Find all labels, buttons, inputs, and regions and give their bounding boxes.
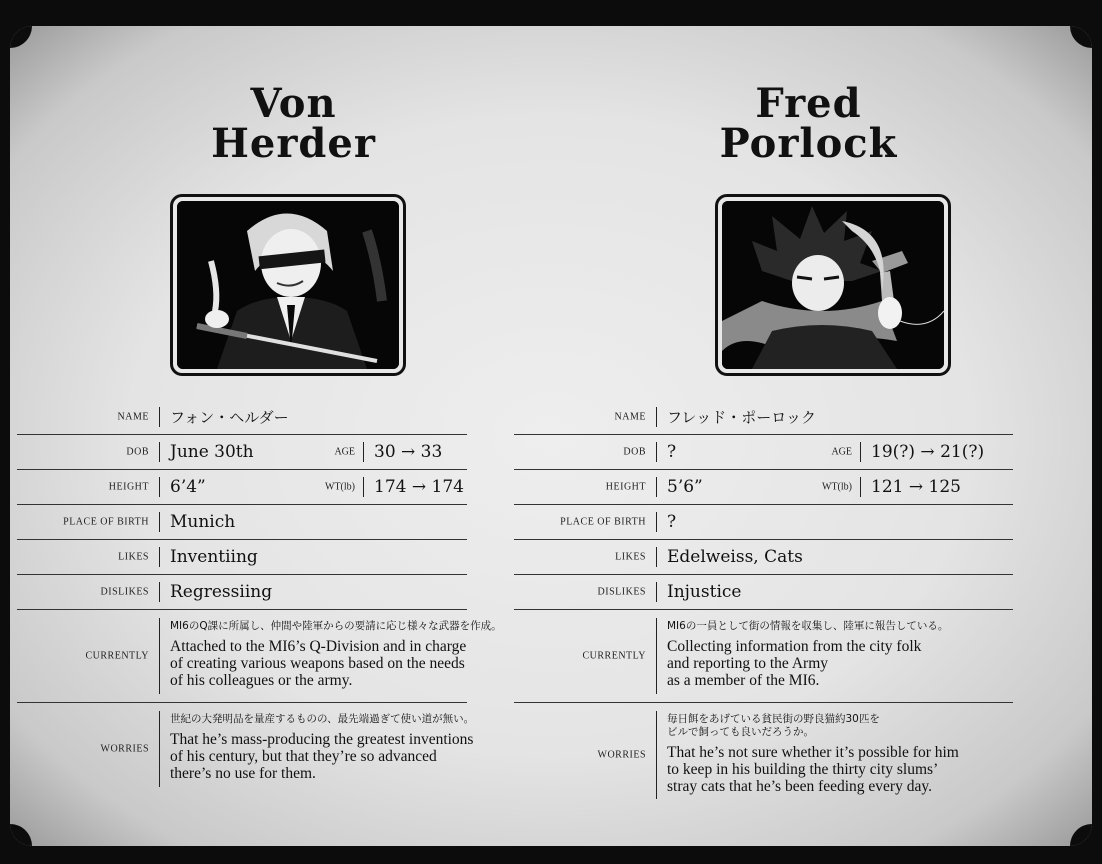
portrait-illustration	[177, 201, 399, 369]
row-divider	[363, 477, 364, 497]
title-line-2: Herder	[211, 120, 376, 167]
dislikes-value: Regressiing	[170, 582, 273, 602]
row-divider	[159, 407, 160, 427]
row-dislikes	[17, 575, 467, 610]
row-divider	[860, 442, 861, 462]
dislikes-label: DISLIKES	[100, 586, 149, 598]
worries-japanese-line: 世紀の大発明品を量産するものの、最先端過ぎて使い道が無い。	[170, 713, 475, 725]
character-name-heading	[538, 80, 1079, 167]
worries-english-line: of his century, but that they’re so advanced	[170, 748, 437, 765]
currently-label: CURRENTLY	[582, 650, 646, 662]
row-height-weight	[17, 470, 467, 505]
title-line-1: Fred	[755, 80, 862, 127]
row-divider	[656, 582, 657, 602]
row-worries	[514, 703, 1013, 807]
row-divider	[656, 512, 657, 532]
dob-label: DOB	[623, 446, 646, 458]
row-name	[514, 400, 1013, 435]
currently-english-line: of his colleagues or the army.	[170, 672, 353, 689]
dob-label: DOB	[126, 446, 149, 458]
dob-value: June 30th	[170, 442, 254, 462]
title-line-2: Porlock	[719, 120, 898, 167]
place-of-birth-label: PLACE OF BIRTH	[63, 516, 149, 528]
weight-value: 174 → 174	[374, 477, 464, 497]
row-divider	[656, 442, 657, 462]
worries-english-line: That he’s not sure whether it’s possible for him	[667, 744, 959, 761]
worries-english-line: stray cats that he’s been feeding every day.	[667, 778, 932, 795]
character-portrait	[715, 194, 951, 376]
row-place-of-birth	[17, 505, 467, 540]
worries-japanese-line: 毎日餌をあげている貧民街の野良猫約30匹を	[667, 713, 880, 725]
worries-japanese-line: ビルで飼っても良いだろうか。	[667, 726, 814, 738]
row-divider	[159, 477, 160, 497]
name-value: フォン・ヘルダー	[170, 408, 289, 427]
worries-label: WORRIES	[597, 749, 646, 761]
height-value: 5’6”	[667, 477, 703, 497]
currently-japanese-text: MI6のQ課に所属し、仲間や陸軍からの要請に応じ様々な武器を作成。	[170, 620, 502, 632]
weight-label: WT(lb)	[822, 481, 852, 493]
dislikes-label: DISLIKES	[597, 586, 646, 598]
row-divider	[159, 442, 160, 462]
row-name	[17, 400, 467, 435]
profile-fred-porlock	[551, 26, 1092, 846]
row-divider	[159, 547, 160, 567]
row-dislikes	[514, 575, 1013, 610]
character-name-heading	[23, 80, 564, 167]
row-currently	[514, 610, 1013, 703]
currently-english-line: as a member of the MI6.	[667, 672, 820, 689]
row-divider	[656, 618, 657, 694]
height-value: 6’4”	[170, 477, 206, 497]
row-divider	[159, 618, 160, 694]
row-divider	[656, 711, 657, 799]
currently-label: CURRENTLY	[85, 650, 149, 662]
likes-label: LIKES	[118, 551, 149, 563]
weight-value: 121 → 125	[871, 477, 961, 497]
height-label: HEIGHT	[605, 481, 646, 493]
row-likes	[514, 540, 1013, 575]
weight-label: WT(lb)	[325, 481, 355, 493]
likes-value: Edelweiss, Cats	[667, 547, 803, 567]
row-divider	[159, 512, 160, 532]
place-of-birth-value: ?	[667, 512, 677, 532]
title-line-1: Von	[250, 80, 337, 127]
portrait-illustration	[722, 201, 944, 369]
row-divider	[159, 711, 160, 787]
row-divider	[656, 407, 657, 427]
row-dob-age	[514, 435, 1013, 470]
row-divider	[656, 547, 657, 567]
row-likes	[17, 540, 467, 575]
row-divider	[656, 477, 657, 497]
currently-english-line: and reporting to the Army	[667, 655, 828, 672]
age-value: 30 → 33	[374, 442, 443, 462]
row-worries	[17, 703, 475, 795]
row-divider	[860, 477, 861, 497]
name-label: NAME	[117, 411, 149, 423]
place-of-birth-value: Munich	[170, 512, 236, 532]
worries-english-line: That he’s mass-producing the greatest inventions	[170, 731, 474, 748]
character-portrait	[170, 194, 406, 376]
row-height-weight	[514, 470, 1013, 505]
likes-value: Inventiing	[170, 547, 258, 567]
age-label: AGE	[334, 446, 355, 458]
age-label: AGE	[831, 446, 852, 458]
row-divider	[159, 582, 160, 602]
row-currently	[17, 610, 502, 703]
likes-label: LIKES	[615, 551, 646, 563]
name-value: フレッド・ポーロック	[667, 408, 816, 427]
currently-english-line: of creating various weapons based on the needs	[170, 655, 465, 672]
profile-von-herder	[10, 26, 551, 846]
row-place-of-birth	[514, 505, 1013, 540]
profile-page	[10, 26, 1092, 846]
currently-english-line: Attached to the MI6’s Q-Division and in charge	[170, 638, 467, 655]
place-of-birth-label: PLACE OF BIRTH	[560, 516, 646, 528]
name-label: NAME	[614, 411, 646, 423]
height-label: HEIGHT	[108, 481, 149, 493]
worries-label: WORRIES	[100, 743, 149, 755]
age-value: 19(?) → 21(?)	[871, 442, 985, 462]
row-dob-age	[17, 435, 467, 470]
dob-value: ?	[667, 442, 677, 462]
dislikes-value: Injustice	[667, 582, 742, 602]
row-divider	[363, 442, 364, 462]
worries-english-line: to keep in his building the thirty city slums’	[667, 761, 939, 778]
worries-english-line: there’s no use for them.	[170, 765, 316, 782]
currently-japanese-text: MI6の一員として街の情報を収集し、陸軍に報告している。	[667, 620, 949, 632]
currently-english-line: Collecting information from the city folk	[667, 638, 922, 655]
